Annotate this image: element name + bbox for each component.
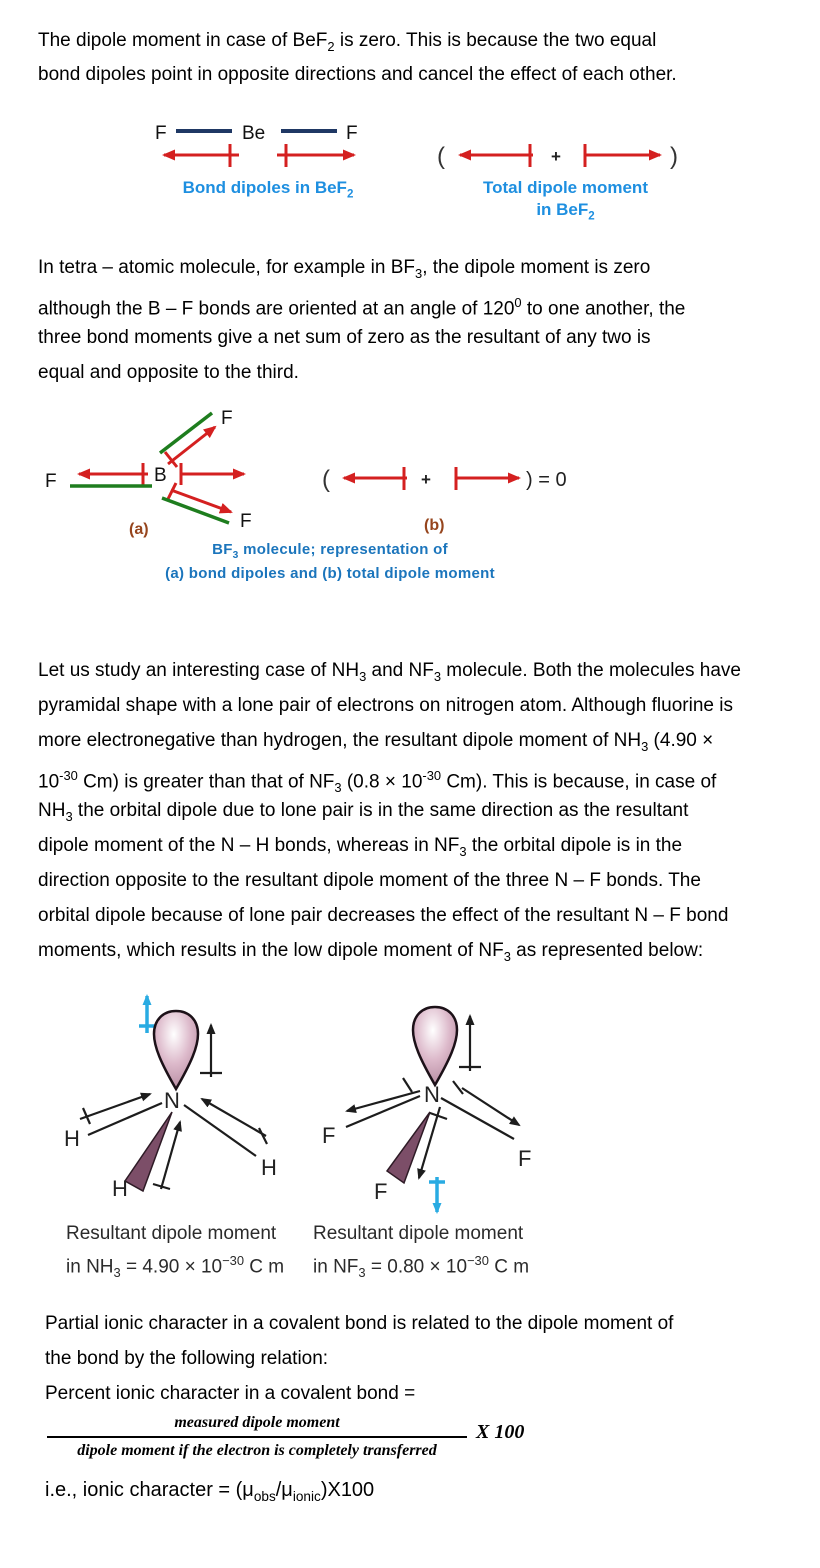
equals-zero-label: ) = 0 [526,469,567,491]
formula-numerator: measured dipole moment [47,1414,467,1438]
paragraph-bf3 [38,250,685,390]
dipole-arrow-topright [168,427,215,464]
text-line: orbital dipole because of lone pair decreases the effect of the resultant N – F bond [38,905,729,926]
bef2-bond-dipoles-diagram [155,123,358,167]
bf3-total-dipole-diagram [322,466,567,534]
bond-dipole-arrow [202,1099,266,1136]
dipole-crossbar [403,1078,412,1092]
formula-denominator: dipole moment if the electron is completely transferred [77,1442,437,1459]
atom-label-b: B [154,465,167,486]
bf3-bond-dipoles-diagram [45,408,252,538]
bond-line [88,1103,162,1135]
text-line: bond dipoles point in opposite directions and cancel the effect of each other. [38,64,677,85]
text-line: equal and opposite to the third. [38,362,299,383]
dipole-crossbar [453,1081,463,1094]
atom-label-h: H [261,1155,277,1180]
caption-line: $BF_3$ molecule; representation of [212,541,448,561]
bond-dipole-arrow [462,1088,519,1125]
bond-line [184,1105,256,1156]
subfigure-label-b: (b) [424,517,445,534]
atom-label-f: F [518,1146,532,1171]
bef2-bond-dipoles-caption: Bond dipoles in BeF$_2$ [182,178,354,201]
atom-label-f: F [346,123,358,144]
text-line: moments, which results in the low dipole moment of $NF_3$ as represented below: [38,940,704,964]
text-line: Partial ionic character in a covalent bond is related to the dipole moment of [45,1313,674,1334]
caption-line: Total dipole moment [483,178,648,197]
percent-ionic-character-formula [47,1414,467,1460]
text-line: dipole moment of the N – H bonds, whereas in $NF_3$ the orbital dipole is in the [38,835,683,859]
caption-line: in $NF_3 = 0.80 \times 10^{-30}$ C m [313,1253,530,1281]
text-line: direction opposite to the resultant dipole moment of the three N – F bonds. The [38,870,701,891]
subfigure-label-a: (a) [129,521,149,538]
atom-label-be: Be [242,123,266,144]
bond-dipole-arrow [419,1107,440,1178]
text-line: Let us study an interesting case of $NH_3$ and $NF_3$ molecule. Both the molecules have [38,660,741,684]
caption-line: Resultant dipole moment [66,1223,277,1244]
text-line: $NH_3$ the orbital dipole due to lone pair is in the same direction as the resultant [38,800,689,824]
atom-label-n: N [424,1082,440,1107]
bond-line [441,1098,514,1139]
atom-label-n: N [164,1088,180,1113]
caption-line: (a) bond dipoles and (b) total dipole moment [165,565,495,582]
ionic-character-equation: i.e., ionic character = $(\mu_{obs}/\mu_{ionic})X100$ [45,1479,375,1504]
nh3-molecule-diagram [64,996,277,1201]
paragraph-nh3-nf3 [38,653,741,968]
plus-sign: + [551,147,561,166]
paragraph-ionic-character [45,1306,673,1411]
atom-label-f: F [221,408,233,429]
plus-sign: + [421,470,431,489]
paren-close: ) [670,143,678,170]
dipole-arrow-bottomright [171,490,231,512]
wedge-bond [387,1112,430,1183]
nf3-caption [313,1220,529,1286]
paren-open: ( [437,143,445,170]
bf3-figure-caption [150,541,510,583]
nh3-caption [66,1220,284,1286]
atom-label-h: H [64,1126,80,1151]
wedge-bond [125,1112,172,1191]
atom-label-f: F [374,1179,388,1204]
atom-label-f: F [240,511,252,532]
bond-line [162,498,229,523]
nf3-molecule-diagram [322,1007,531,1212]
atom-label-f: F [155,123,167,144]
atom-label-f: F [322,1123,336,1148]
lone-pair-lobe [154,1011,198,1089]
atom-label-f: F [45,471,57,492]
text-line: the bond by the following relation: [45,1348,329,1369]
bef2-total-dipole-diagram [437,143,678,170]
text-line: In tetra – atomic molecule, for example in $BF_3$, the dipole moment is zero [38,257,651,281]
bond-line [160,413,212,453]
caption-line: in BeF$_2$ [536,200,595,223]
text-line: $10^{-30}$ Cm) is greater than that of $NF_3$ ($0.8 \times 10^{-30}$ Cm). This is because, in case of [38,768,717,796]
caption-line: Resultant dipole moment [313,1223,524,1244]
text-line: The dipole moment in case of BeF$_2$ is zero. This is because the two equal [38,30,657,54]
text-line: three bond moments give a net sum of zero as the resultant of any two is [38,327,651,348]
text-line: although the B – F bonds are oriented at an angle of $120^0$ to one another, the [38,295,686,320]
atom-label-h: H [112,1176,128,1201]
lone-pair-lobe [413,1007,457,1085]
bef2-total-dipole-caption [478,177,653,227]
text-line: more electronegative than hydrogen, the resultant dipole moment of $NH_3$ (4.90 × [38,730,714,754]
bond-dipole-arrow [80,1094,150,1119]
text-line: pyramidal shape with a lone pair of electrons on nitrogen atom. Although fluorine is [38,695,733,716]
caption-line: in $NH_3 = 4.90 \times 10^{-30}$ C m [66,1253,285,1281]
formula-multiplier: X 100 [476,1421,525,1443]
text-line: Percent ionic character in a covalent bond = [45,1383,416,1404]
paren-open: ( [322,466,330,493]
